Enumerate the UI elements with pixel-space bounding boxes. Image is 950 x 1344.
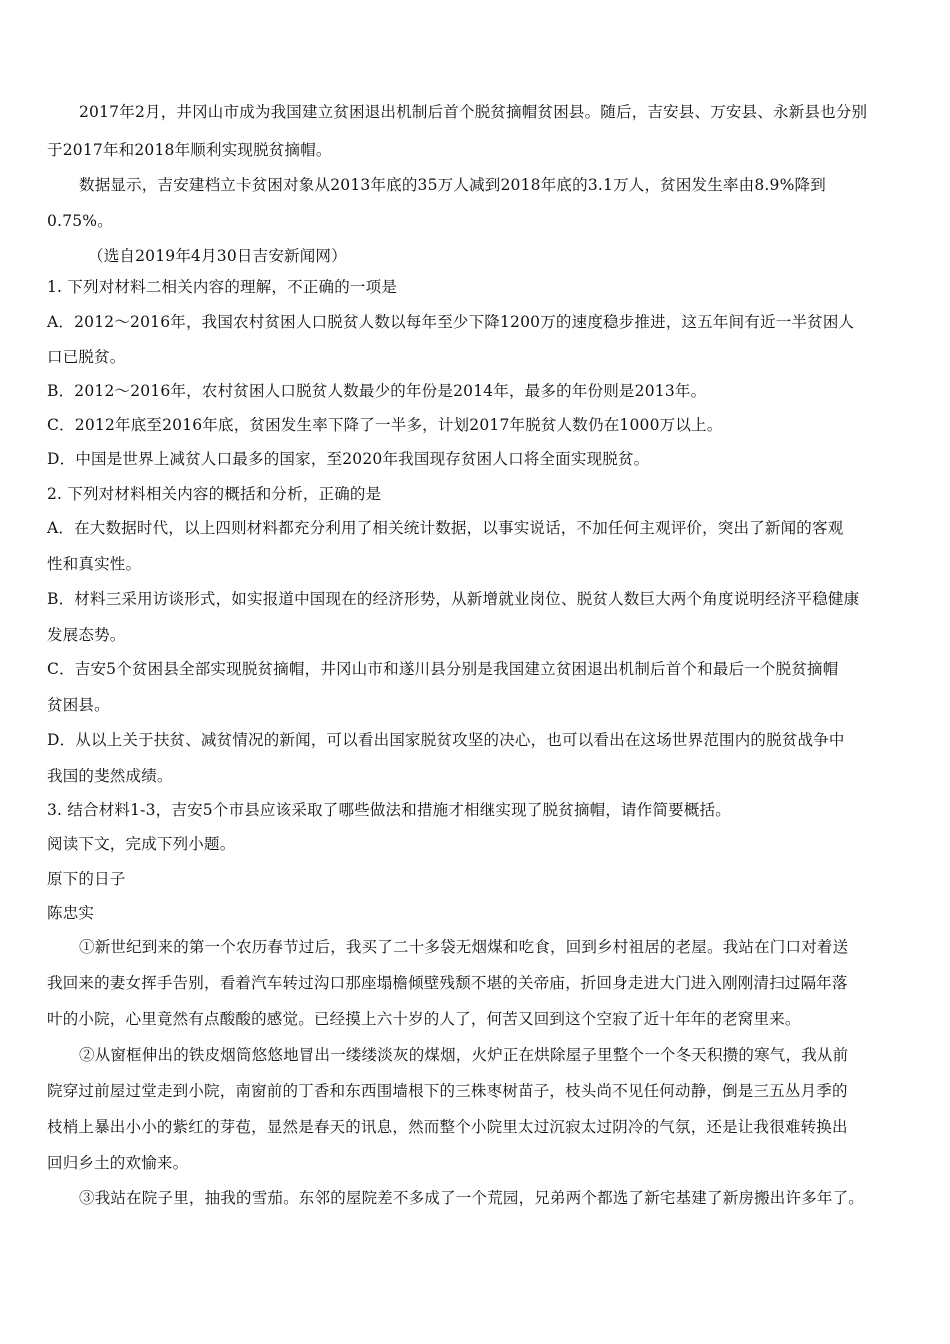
question-2-option-d-line-2: 我国的斐然成绩。 — [47, 767, 173, 785]
reading-paragraph-3-line-1: ③我站在院子里，抽我的雪茄。东邻的屋院差不多成了一个荒园，兄弟两个都选了新宅基建了新房搬出许多年了。 — [79, 1189, 865, 1207]
reading-instruction: 阅读下文，完成下列小题。 — [47, 835, 236, 853]
reading-paragraph-2-line-4: 回归乡土的欢愉来。 — [47, 1154, 189, 1172]
reading-paragraph-1-line-1: ①新世纪到来的第一个农历春节过后，我买了二十多袋无烟煤和吃食，回到乡村祖居的老屋。我站在门口对着送 — [79, 938, 849, 956]
question-2-option-a-line-1: A．在大数据时代，以上四则材料都充分利用了相关统计数据，以事实说话，不加任何主观评价，突出了新闻的客观 — [47, 519, 844, 537]
reading-paragraph-2-line-3: 枝梢上暴出小小的紫红的芽苞，显然是春天的讯息，然而整个小院里太过沉寂太过阴冷的气氛，还是让我很难转换出 — [47, 1118, 848, 1136]
question-1-option-b: B．2012～2016年，农村贫困人口脱贫人数最少的年份是2014年，最多的年份则是2013年。 — [47, 382, 707, 400]
question-1-option-d: D．中国是世界上减贫人口最多的国家，至2020年我国现存贫困人口将全面实现脱贫。 — [47, 450, 650, 468]
material-four-paragraph-1-line-2: 于2017年和2018年顺利实现脱贫摘帽。 — [47, 141, 332, 159]
material-four-paragraph-2-line-2: 0.75%。 — [47, 212, 113, 230]
question-1-option-c: C．2012年底至2016年底，贫困发生率下降了一半多，计划2017年脱贫人数仍在1000万以上。 — [47, 416, 723, 434]
reading-paragraph-1-line-2: 我回来的妻女挥手告别，看着汽车转过沟口那座塌檐倾壁残颓不堪的关帝庙，折回身走进大门进入刚刚清扫过隔年落 — [47, 974, 848, 992]
question-2-stem: 2. 下列对材料相关内容的概括和分析，正确的是 — [47, 485, 382, 503]
question-2-option-a-line-2: 性和真实性。 — [47, 555, 142, 573]
question-1-option-a-line-1: A．2012～2016年，我国农村贫困人口脱贫人数以每年至少下降1200万的速度稳步推进，这五年间有近一半贫困人 — [47, 313, 855, 331]
reading-title: 原下的日子 — [47, 870, 126, 888]
reading-paragraph-2-line-2: 院穿过前屋过堂走到小院，南窗前的丁香和东西围墙根下的三株枣树苗子，枝头尚不见任何动静，倒是三五丛月季的 — [47, 1082, 848, 1100]
question-2-option-c-line-1: C．吉安5个贫困县全部实现脱贫摘帽，井冈山市和遂川县分别是我国建立贫困退出机制后首个和最后一个脱贫摘帽 — [47, 660, 839, 678]
material-four-paragraph-1-line-1: 2017年2月，井冈山市成为我国建立贫困退出机制后首个脱贫摘帽贫困县。随后，吉安县、万安县、永新县也分别 — [79, 103, 868, 121]
material-four-source: （选自2019年4月30日吉安新闻网） — [88, 247, 347, 265]
question-2-option-c-line-2: 贫困县。 — [47, 696, 110, 714]
question-3-stem: 3. 结合材料1-3，吉安5个市县应该采取了哪些做法和措施才相继实现了脱贫摘帽，请作简要概括。 — [47, 801, 731, 819]
material-four-paragraph-2-line-1: 数据显示，吉安建档立卡贫困对象从2013年底的35万人减到2018年底的3.1万人，贫困发生率由8.9%降到 — [79, 176, 826, 194]
reading-author: 陈忠实 — [47, 904, 95, 922]
reading-paragraph-2-line-1: ②从窗框伸出的铁皮烟筒悠悠地冒出一缕缕淡灰的煤烟，火炉正在烘除屋子里整个一个冬天积攒的寒气，我从前 — [79, 1046, 849, 1064]
question-2-option-d-line-1: D．从以上关于扶贫、减贫情况的新闻，可以看出国家脱贫攻坚的决心，也可以看出在这场世界范围内的脱贫战争中 — [47, 731, 845, 749]
question-1-option-a-line-2: 口已脱贫。 — [47, 348, 126, 366]
question-2-option-b-line-2: 发展态势。 — [47, 626, 126, 644]
reading-paragraph-1-line-3: 叶的小院，心里竟然有点酸酸的感觉。已经摸上六十岁的人了，何苦又回到这个空寂了近十年年的老窝里来。 — [47, 1010, 801, 1028]
question-1-stem: 1. 下列对材料二相关内容的理解，不正确的一项是 — [47, 278, 398, 296]
question-2-option-b-line-1: B．材料三采用访谈形式，如实报道中国现在的经济形势，从新增就业岗位、脱贫人数巨大两个角度说明经济平稳健康 — [47, 590, 860, 608]
